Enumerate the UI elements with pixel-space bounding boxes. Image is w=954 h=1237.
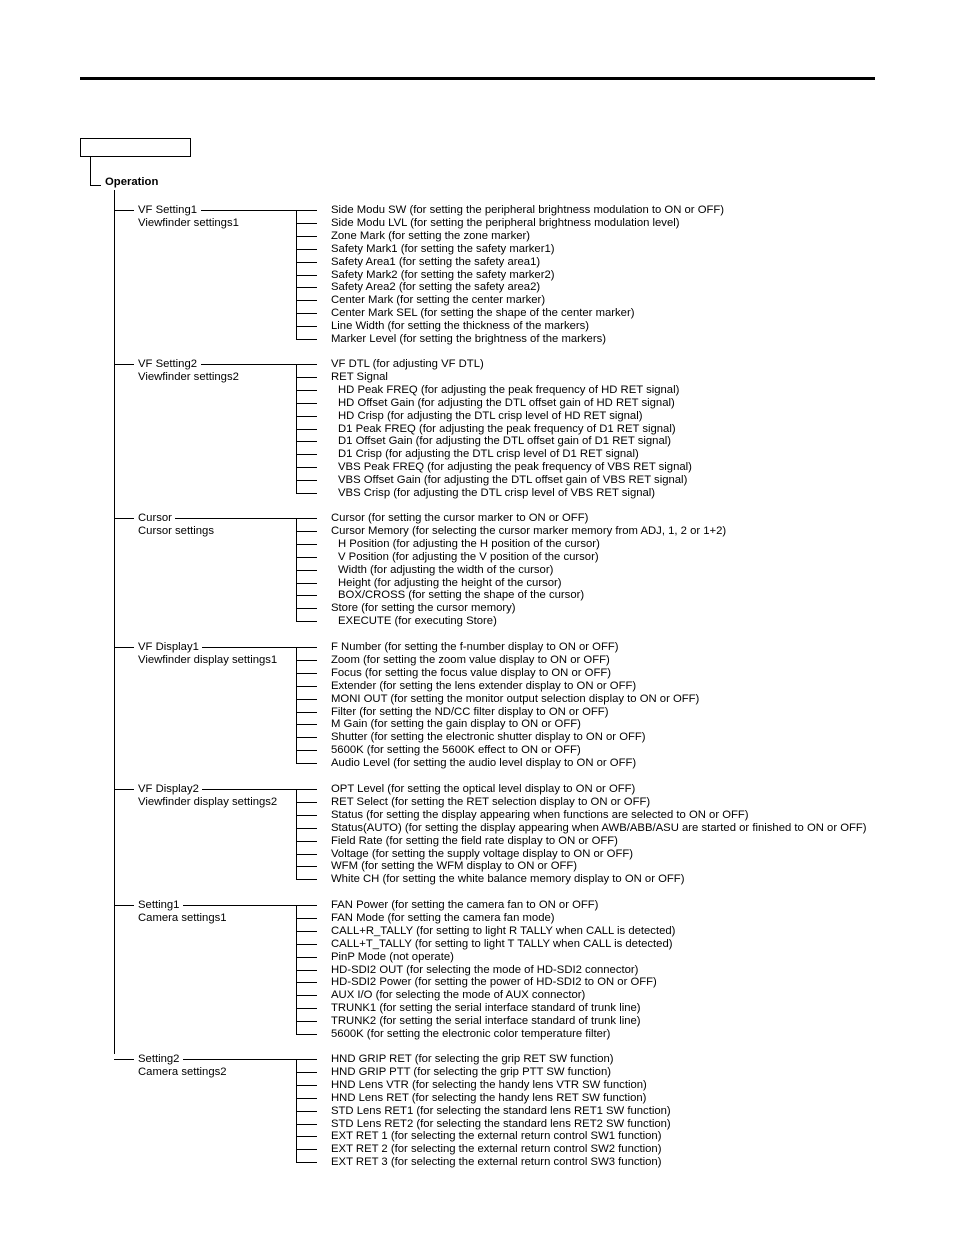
operation-trunk-line [114, 190, 115, 1054]
item-tick-line [296, 763, 317, 764]
item-tick-line [296, 828, 317, 829]
item-tick-line [296, 531, 317, 532]
item-tick-line [296, 982, 317, 983]
menu-item: PinP Mode (not operate) [331, 950, 454, 963]
menu-item: VBS Crisp (for adjusting the DTL crisp level of VBS RET signal) [338, 487, 656, 499]
group-subtitle: Cursor settings [138, 524, 214, 537]
item-tick-line [296, 931, 317, 932]
root-connector-horizontal [90, 185, 101, 186]
menu-item: V Position (for adjusting the V position of the cursor) [338, 550, 599, 563]
menu-item: Status (for setting the display appearing when functions are selected to ON or OFF) [331, 808, 749, 821]
menu-item: Cursor Memory (for selecting the cursor marker memory from ADJ, 1, 2 or 1+2) [331, 524, 727, 537]
menu-item: HND GRIP RET (for selecting the grip RET SW function) [331, 1053, 614, 1065]
menu-item: F Number (for setting the f-number display to ON or OFF) [331, 641, 619, 653]
menu-item: Filter (for setting the ND/CC filter display to ON or OFF) [331, 705, 609, 718]
item-tick-line [296, 493, 317, 494]
menu-item: Safety Area2 (for setting the safety area2) [331, 281, 541, 294]
menu-item: H Position (for adjusting the H position of the cursor) [338, 537, 600, 550]
item-tick-line [296, 1098, 317, 1099]
item-tick-line [296, 673, 317, 674]
item-tick-line [296, 275, 317, 276]
item-tick-line [296, 905, 317, 906]
item-tick-line [296, 390, 317, 391]
group-subtitle: Viewfinder display settings1 [138, 653, 278, 666]
menu-item: MONI OUT (for setting the monitor output selection display to ON or OFF) [331, 692, 700, 705]
menu-item: TRUNK1 (for setting the serial interface standard of trunk line) [331, 1002, 641, 1015]
item-tick-line [296, 1124, 317, 1125]
group-subtitle: Viewfinder display settings2 [138, 795, 278, 808]
item-tick-line [296, 518, 317, 519]
menu-item: STD Lens RET2 (for selecting the standard lens RET2 SW function) [331, 1117, 671, 1130]
item-tick-line [296, 918, 317, 919]
group-title: VF Setting1 [138, 204, 198, 216]
menu-item: Side Modu LVL (for setting the peripheral brightness modulation level) [331, 216, 680, 229]
item-tick-line [296, 364, 317, 365]
group-branch-line [114, 1059, 134, 1060]
item-tick-line [296, 1034, 317, 1035]
menu-item: D1 Crisp (for adjusting the DTL crisp level of D1 RET signal) [338, 448, 639, 461]
item-tick-line [296, 686, 317, 687]
menu-item: Safety Mark1 (for setting the safety marker1) [331, 242, 555, 255]
item-tick-line [296, 441, 317, 442]
item-tick-line [296, 544, 317, 545]
group-title: Setting1 [138, 899, 180, 911]
group-title: Setting2 [138, 1053, 180, 1065]
menu-item: VF DTL (for adjusting VF DTL) [331, 358, 484, 370]
item-tick-line [296, 557, 317, 558]
header-rule [80, 77, 875, 80]
item-tick-line [296, 1008, 317, 1009]
menu-item: CALL+R_TALLY (for setting to light R TALLY when CALL is detected) [331, 924, 676, 937]
item-tick-line [296, 1085, 317, 1086]
menu-item: EXT RET 2 (for selecting the external return control SW2 function) [331, 1143, 662, 1156]
item-tick-line [296, 1149, 317, 1150]
item-tick-line [296, 1136, 317, 1137]
menu-item: Voltage (for setting the supply voltage display to ON or OFF) [331, 847, 634, 860]
menu-item: RET Signal [331, 370, 388, 383]
group-leader-line [183, 1059, 296, 1060]
group-leader-line [175, 518, 296, 519]
menu-item: EXECUTE (for executing Store) [338, 615, 497, 628]
group-title: VF Display2 [138, 783, 199, 795]
menu-item: WFM (for setting the WFM display to ON or OFF) [331, 860, 578, 873]
menu-item: Safety Mark2 (for setting the safety marker2) [331, 268, 555, 281]
operation-label: Operation [105, 176, 159, 188]
item-tick-line [296, 621, 317, 622]
menu-item: Center Mark (for setting the center marker) [331, 294, 546, 307]
group-branch-line [114, 210, 134, 211]
menu-item: VBS Offset Gain (for adjusting the DTL offset gain of VBS RET signal) [338, 474, 688, 487]
item-tick-line [296, 608, 317, 609]
group-branch-line [114, 518, 134, 519]
item-tick-line [296, 480, 317, 481]
menu-item: STD Lens RET1 (for selecting the standard lens RET1 SW function) [331, 1104, 671, 1117]
menu-item: CALL+T_TALLY (for setting to light T TALLY when CALL is detected) [331, 937, 673, 950]
menu-item: 5600K (for setting the 5600K effect to ON or OFF) [331, 744, 581, 757]
item-tick-line [296, 647, 317, 648]
item-tick-line [296, 313, 317, 314]
menu-item: HD-SDI2 Power (for setting the power of HD-SDI2 to ON or OFF) [331, 976, 657, 989]
item-tick-line [296, 1111, 317, 1112]
subtree-vertical-line [296, 647, 297, 764]
group-leader-line [201, 364, 296, 365]
item-tick-line [296, 429, 317, 430]
group-leader-line [183, 905, 296, 906]
item-tick-line [296, 854, 317, 855]
item-tick-line [296, 1021, 317, 1022]
item-tick-line [296, 815, 317, 816]
menu-item: TRUNK2 (for setting the serial interface standard of trunk line) [331, 1015, 641, 1028]
group-leader-line [202, 789, 296, 790]
item-tick-line [296, 995, 317, 996]
menu-item: HND Lens VTR (for selecting the handy lens VTR SW function) [331, 1078, 647, 1091]
menu-item: D1 Peak FREQ (for adjusting the peak frequency of D1 RET signal) [338, 422, 676, 435]
menu-item: Field Rate (for setting the field rate display to ON or OFF) [331, 834, 618, 847]
group-leader-line [201, 210, 296, 211]
group-subtitle: Camera settings1 [138, 911, 227, 924]
menu-item: HD Peak FREQ (for adjusting the peak frequency of HD RET signal) [338, 383, 680, 396]
item-tick-line [296, 326, 317, 327]
group-subtitle: Viewfinder settings1 [138, 216, 239, 229]
menu-item: 5600K (for setting the electronic color temperature filter) [331, 1028, 611, 1040]
group-branch-line [114, 364, 134, 365]
item-tick-line [296, 970, 317, 971]
menu-item: FAN Mode (for setting the camera fan mode) [331, 911, 555, 924]
item-tick-line [296, 724, 317, 725]
item-tick-line [296, 841, 317, 842]
menu-item: HND GRIP PTT (for selecting the grip PTT SW function) [331, 1065, 612, 1078]
menu-item: D1 Offset Gain (for adjusting the DTL offset gain of D1 RET signal) [338, 435, 672, 448]
item-tick-line [296, 454, 317, 455]
menu-item: Extender (for setting the lens extender display to ON or OFF) [331, 679, 637, 692]
group-title: Cursor [138, 512, 172, 524]
menu-item: Side Modu SW (for setting the peripheral brightness modulation to ON or OFF) [331, 204, 725, 216]
item-tick-line [296, 210, 317, 211]
group-branch-line [114, 647, 134, 648]
menu-item: Store (for setting the cursor memory) [331, 602, 516, 615]
item-tick-line [296, 403, 317, 404]
item-tick-line [296, 660, 317, 661]
menu-item: Audio Level (for setting the audio level display to ON or OFF) [331, 757, 637, 770]
item-tick-line [296, 1072, 317, 1073]
group-subtitle: Camera settings2 [138, 1065, 227, 1078]
item-tick-line [296, 866, 317, 867]
group-subtitle: Viewfinder settings2 [138, 370, 239, 383]
item-tick-line [296, 377, 317, 378]
menu-item: White CH (for setting the white balance memory display to ON or OFF) [331, 873, 685, 886]
menu-item: M Gain (for setting the gain display to ON or OFF) [331, 718, 581, 731]
menu-item: VBS Peak FREQ (for adjusting the peak frequency of VBS RET signal) [338, 461, 692, 474]
item-tick-line [296, 699, 317, 700]
menu-item: HD Offset Gain (for adjusting the DTL offset gain of HD RET signal) [338, 396, 675, 409]
menu-item: Cursor (for setting the cursor marker to ON or OFF) [331, 512, 589, 524]
item-tick-line [296, 750, 317, 751]
item-tick-line [296, 583, 317, 584]
menu-item: Height (for adjusting the height of the cursor) [338, 576, 562, 589]
root-menu-box [80, 138, 191, 157]
item-tick-line [296, 879, 317, 880]
group-title: VF Setting2 [138, 358, 198, 370]
item-tick-line [296, 570, 317, 571]
group-branch-line [114, 905, 134, 906]
item-tick-line [296, 262, 317, 263]
item-tick-line [296, 957, 317, 958]
item-tick-line [296, 467, 317, 468]
menu-item: Shutter (for setting the electronic shutter display to ON or OFF) [331, 731, 646, 744]
item-tick-line [296, 300, 317, 301]
group-branch-line [114, 789, 134, 790]
menu-item: AUX I/O (for selecting the mode of AUX connector) [331, 989, 586, 1002]
item-tick-line [296, 1162, 317, 1163]
menu-item: OPT Level (for setting the optical level display to ON or OFF) [331, 783, 636, 795]
menu-item: Marker Level (for setting the brightness of the markers) [331, 333, 607, 345]
item-tick-line [296, 236, 317, 237]
group-title: VF Display1 [138, 641, 199, 653]
menu-item: Line Width (for setting the thickness of the markers) [331, 320, 590, 333]
item-tick-line [296, 339, 317, 340]
item-tick-line [296, 1059, 317, 1060]
item-tick-line [296, 712, 317, 713]
menu-item: FAN Power (for setting the camera fan to ON or OFF) [331, 899, 599, 911]
item-tick-line [296, 789, 317, 790]
item-tick-line [296, 802, 317, 803]
menu-item: Focus (for setting the focus value display to ON or OFF) [331, 666, 612, 679]
menu-item: HD Crisp (for adjusting the DTL crisp level of HD RET signal) [338, 409, 643, 422]
menu-item: Zoom (for setting the zoom value display to ON or OFF) [331, 653, 610, 666]
item-tick-line [296, 249, 317, 250]
menu-item: EXT RET 1 (for selecting the external return control SW1 function) [331, 1130, 662, 1143]
menu-item: RET Select (for setting the RET selection display to ON or OFF) [331, 795, 651, 808]
item-tick-line [296, 223, 317, 224]
menu-item: HD-SDI2 OUT (for selecting the mode of HD-SDI2 connector) [331, 963, 639, 976]
menu-item: Safety Area1 (for setting the safety area1) [331, 255, 541, 268]
group-leader-line [202, 647, 296, 648]
item-tick-line [296, 416, 317, 417]
menu-item: Center Mark SEL (for setting the shape of the center marker) [331, 307, 635, 320]
item-tick-line [296, 287, 317, 288]
menu-item: HND Lens RET (for selecting the handy lens RET SW function) [331, 1091, 647, 1104]
item-tick-line [296, 737, 317, 738]
menu-item: Width (for adjusting the width of the cursor) [338, 563, 554, 576]
menu-item: Status(AUTO) (for setting the display appearing when AWB/ABB/ASU are started or finished to ON or OFF) [331, 821, 867, 834]
menu-item: Zone Mark (for setting the zone marker) [331, 229, 531, 242]
menu-item: EXT RET 3 (for selecting the external return control SW3 function) [331, 1156, 662, 1169]
item-tick-line [296, 944, 317, 945]
menu-item: BOX/CROSS (for setting the shape of the cursor) [338, 589, 585, 602]
root-connector-vertical [90, 157, 91, 186]
item-tick-line [296, 595, 317, 596]
